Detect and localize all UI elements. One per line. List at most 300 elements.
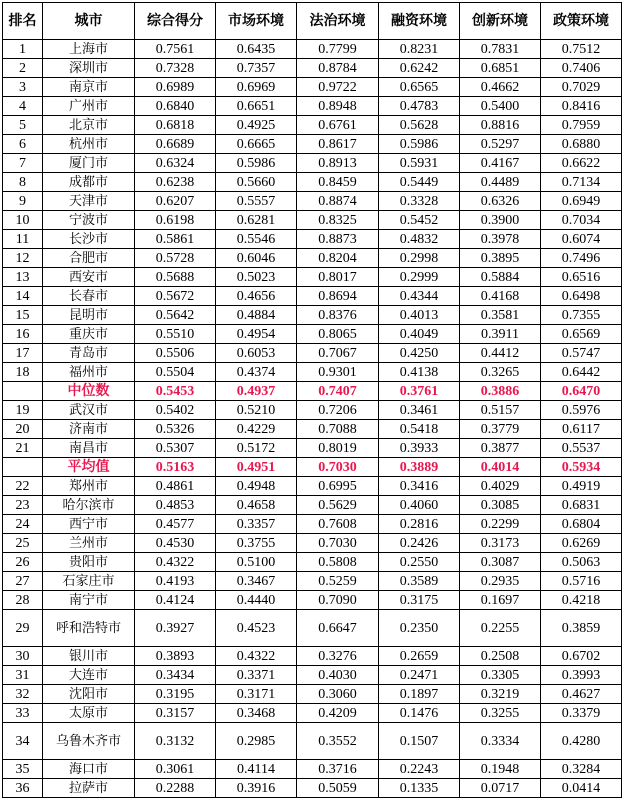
market-environment-cell: 0.4954	[216, 325, 297, 344]
innovation-environment-cell: 0.3087	[460, 553, 541, 572]
legal-environment-cell: 0.8948	[297, 97, 379, 116]
financing-environment-cell: 0.3761	[379, 382, 460, 401]
city-cell: 石家庄市	[43, 572, 135, 591]
financing-environment-cell: 0.4783	[379, 97, 460, 116]
city-cell: 乌鲁木齐市	[43, 723, 135, 760]
market-environment-cell: 0.6969	[216, 78, 297, 97]
legal-environment-cell: 0.5259	[297, 572, 379, 591]
composite-score-cell: 0.3195	[135, 685, 216, 704]
financing-environment-cell: 0.3416	[379, 477, 460, 496]
table-row	[3, 287, 622, 306]
legal-environment-cell: 0.5808	[297, 553, 379, 572]
composite-score-cell: 0.6989	[135, 78, 216, 97]
policy-environment-cell: 0.5063	[541, 553, 622, 572]
city-cell: 银川市	[43, 647, 135, 666]
composite-score-cell: 0.5672	[135, 287, 216, 306]
table-row	[3, 40, 622, 59]
policy-environment-cell: 0.7034	[541, 211, 622, 230]
composite-score-cell: 0.7328	[135, 59, 216, 78]
financing-environment-cell: 0.3328	[379, 192, 460, 211]
city-cell: 南宁市	[43, 591, 135, 610]
city-ranking-table	[2, 2, 622, 798]
policy-environment-cell: 0.5716	[541, 572, 622, 591]
market-environment-cell: 0.6435	[216, 40, 297, 59]
table-row	[3, 59, 622, 78]
policy-environment-cell: 0.3379	[541, 704, 622, 723]
legal-environment-cell: 0.8204	[297, 249, 379, 268]
market-environment-cell: 0.2985	[216, 723, 297, 760]
innovation-environment-cell: 0.3265	[460, 363, 541, 382]
legal-environment-cell: 0.4030	[297, 666, 379, 685]
legal-environment-cell: 0.5629	[297, 496, 379, 515]
rank-cell: 1	[3, 40, 43, 59]
financing-environment-cell: 0.5418	[379, 420, 460, 439]
financing-environment-cell: 0.2426	[379, 534, 460, 553]
composite-score-cell: 0.4853	[135, 496, 216, 515]
policy-environment-cell: 0.6470	[541, 382, 622, 401]
city-cell: 拉萨市	[43, 779, 135, 798]
innovation-environment-cell: 0.3305	[460, 666, 541, 685]
rank-cell: 9	[3, 192, 43, 211]
city-cell: 成都市	[43, 173, 135, 192]
rank-cell: 5	[3, 116, 43, 135]
financing-environment-cell: 0.8231	[379, 40, 460, 59]
legal-environment-cell: 0.7799	[297, 40, 379, 59]
policy-environment-cell: 0.3284	[541, 760, 622, 779]
legal-environment-cell: 0.8376	[297, 306, 379, 325]
table-row	[3, 268, 622, 287]
rank-cell: 35	[3, 760, 43, 779]
policy-environment-cell: 0.6804	[541, 515, 622, 534]
composite-score-cell: 0.5453	[135, 382, 216, 401]
rank-cell: 21	[3, 439, 43, 458]
table-row	[3, 211, 622, 230]
summary-row	[3, 458, 622, 477]
innovation-environment-cell: 0.0717	[460, 779, 541, 798]
table-row	[3, 154, 622, 173]
table-row	[3, 515, 622, 534]
market-environment-cell: 0.4114	[216, 760, 297, 779]
city-cell: 深圳市	[43, 59, 135, 78]
innovation-environment-cell: 0.5400	[460, 97, 541, 116]
market-environment-cell: 0.6665	[216, 135, 297, 154]
legal-environment-cell: 0.9722	[297, 78, 379, 97]
rank-cell: 12	[3, 249, 43, 268]
innovation-environment-cell: 0.4168	[460, 287, 541, 306]
rank-cell: 28	[3, 591, 43, 610]
city-cell: 太原市	[43, 704, 135, 723]
rank-cell: 32	[3, 685, 43, 704]
market-environment-cell: 0.3467	[216, 572, 297, 591]
table-row	[3, 779, 622, 798]
legal-environment-cell: 0.6761	[297, 116, 379, 135]
legal-environment-cell: 0.8325	[297, 211, 379, 230]
financing-environment-cell: 0.3175	[379, 591, 460, 610]
rank-cell: 30	[3, 647, 43, 666]
financing-environment-cell: 0.5628	[379, 116, 460, 135]
legal-environment-cell: 0.8065	[297, 325, 379, 344]
table-row	[3, 420, 622, 439]
financing-environment-cell: 0.2999	[379, 268, 460, 287]
innovation-environment-cell: 0.4412	[460, 344, 541, 363]
table-row	[3, 97, 622, 116]
innovation-environment-cell: 0.2508	[460, 647, 541, 666]
composite-score-cell: 0.5504	[135, 363, 216, 382]
innovation-environment-cell: 0.1948	[460, 760, 541, 779]
financing-environment-cell: 0.1507	[379, 723, 460, 760]
innovation-environment-cell: 0.4662	[460, 78, 541, 97]
rank-cell: 6	[3, 135, 43, 154]
innovation-environment-cell: 0.3886	[460, 382, 541, 401]
legal-environment-cell: 0.3552	[297, 723, 379, 760]
innovation-environment-cell: 0.3877	[460, 439, 541, 458]
policy-environment-cell: 0.0414	[541, 779, 622, 798]
table-row	[3, 325, 622, 344]
legal-environment-cell: 0.8913	[297, 154, 379, 173]
innovation-environment-cell: 0.2299	[460, 515, 541, 534]
market-environment-cell: 0.6046	[216, 249, 297, 268]
city-cell: 南昌市	[43, 439, 135, 458]
financing-environment-cell: 0.4832	[379, 230, 460, 249]
financing-environment-cell: 0.2350	[379, 610, 460, 647]
legal-environment-cell: 0.4209	[297, 704, 379, 723]
financing-environment-cell: 0.6242	[379, 59, 460, 78]
city-cell: 重庆市	[43, 325, 135, 344]
financing-environment-cell: 0.1897	[379, 685, 460, 704]
policy-environment-cell: 0.6880	[541, 135, 622, 154]
policy-environment-cell: 0.7134	[541, 173, 622, 192]
financing-environment-cell: 0.2998	[379, 249, 460, 268]
financing-environment-cell: 0.5452	[379, 211, 460, 230]
market-environment-cell: 0.6281	[216, 211, 297, 230]
composite-score-cell: 0.4861	[135, 477, 216, 496]
innovation-environment-cell: 0.4014	[460, 458, 541, 477]
market-environment-cell: 0.4658	[216, 496, 297, 515]
legal-environment-cell: 0.6647	[297, 610, 379, 647]
innovation-environment-cell: 0.8816	[460, 116, 541, 135]
financing-environment-cell: 0.2659	[379, 647, 460, 666]
header-financing-environment: 融资环境	[379, 3, 460, 40]
financing-environment-cell: 0.3933	[379, 439, 460, 458]
innovation-environment-cell: 0.3581	[460, 306, 541, 325]
innovation-environment-cell: 0.4489	[460, 173, 541, 192]
policy-environment-cell: 0.4218	[541, 591, 622, 610]
table-row	[3, 704, 622, 723]
legal-environment-cell: 0.7407	[297, 382, 379, 401]
innovation-environment-cell: 0.3255	[460, 704, 541, 723]
composite-score-cell: 0.5728	[135, 249, 216, 268]
legal-environment-cell: 0.8784	[297, 59, 379, 78]
city-cell: 兰州市	[43, 534, 135, 553]
rank-cell	[3, 382, 43, 401]
composite-score-cell: 0.6324	[135, 154, 216, 173]
policy-environment-cell: 0.7406	[541, 59, 622, 78]
city-cell: 平均值	[43, 458, 135, 477]
composite-score-cell: 0.6840	[135, 97, 216, 116]
composite-score-cell: 0.3434	[135, 666, 216, 685]
composite-score-cell: 0.6238	[135, 173, 216, 192]
innovation-environment-cell: 0.3978	[460, 230, 541, 249]
city-cell: 大连市	[43, 666, 135, 685]
table-row	[3, 173, 622, 192]
policy-environment-cell: 0.5747	[541, 344, 622, 363]
composite-score-cell: 0.5506	[135, 344, 216, 363]
rank-cell: 26	[3, 553, 43, 572]
innovation-environment-cell: 0.3173	[460, 534, 541, 553]
policy-environment-cell: 0.3993	[541, 666, 622, 685]
rank-cell: 31	[3, 666, 43, 685]
market-environment-cell: 0.3755	[216, 534, 297, 553]
composite-score-cell: 0.4322	[135, 553, 216, 572]
rank-cell: 27	[3, 572, 43, 591]
city-cell: 武汉市	[43, 401, 135, 420]
rank-cell: 22	[3, 477, 43, 496]
financing-environment-cell: 0.1335	[379, 779, 460, 798]
table-row	[3, 363, 622, 382]
innovation-environment-cell: 0.3900	[460, 211, 541, 230]
financing-environment-cell: 0.4250	[379, 344, 460, 363]
composite-score-cell: 0.7561	[135, 40, 216, 59]
city-cell: 上海市	[43, 40, 135, 59]
composite-score-cell: 0.5642	[135, 306, 216, 325]
table-row	[3, 192, 622, 211]
legal-environment-cell: 0.8017	[297, 268, 379, 287]
market-environment-cell: 0.4948	[216, 477, 297, 496]
header-row	[3, 3, 622, 40]
city-cell: 济南市	[43, 420, 135, 439]
market-environment-cell: 0.4656	[216, 287, 297, 306]
market-environment-cell: 0.5660	[216, 173, 297, 192]
header-market-environment: 市场环境	[216, 3, 297, 40]
rank-cell: 14	[3, 287, 43, 306]
city-cell: 贵阳市	[43, 553, 135, 572]
table-row	[3, 591, 622, 610]
innovation-environment-cell: 0.3085	[460, 496, 541, 515]
rank-cell: 23	[3, 496, 43, 515]
city-cell: 西安市	[43, 268, 135, 287]
financing-environment-cell: 0.5986	[379, 135, 460, 154]
legal-environment-cell: 0.5059	[297, 779, 379, 798]
composite-score-cell: 0.3927	[135, 610, 216, 647]
rank-cell: 36	[3, 779, 43, 798]
policy-environment-cell: 0.7496	[541, 249, 622, 268]
table-row	[3, 230, 622, 249]
city-cell: 呼和浩特市	[43, 610, 135, 647]
policy-environment-cell: 0.7355	[541, 306, 622, 325]
table-body	[3, 40, 622, 798]
market-environment-cell: 0.5986	[216, 154, 297, 173]
city-cell: 昆明市	[43, 306, 135, 325]
financing-environment-cell: 0.5449	[379, 173, 460, 192]
composite-score-cell: 0.5402	[135, 401, 216, 420]
innovation-environment-cell: 0.3895	[460, 249, 541, 268]
header-legal-environment: 法治环境	[297, 3, 379, 40]
table-row	[3, 760, 622, 779]
financing-environment-cell: 0.2550	[379, 553, 460, 572]
market-environment-cell: 0.4925	[216, 116, 297, 135]
rank-cell: 7	[3, 154, 43, 173]
rank-cell: 24	[3, 515, 43, 534]
city-cell: 海口市	[43, 760, 135, 779]
innovation-environment-cell: 0.1697	[460, 591, 541, 610]
legal-environment-cell: 0.8874	[297, 192, 379, 211]
table-row	[3, 610, 622, 647]
policy-environment-cell: 0.6269	[541, 534, 622, 553]
rank-cell: 8	[3, 173, 43, 192]
rank-cell: 2	[3, 59, 43, 78]
table-row	[3, 496, 622, 515]
composite-score-cell: 0.6207	[135, 192, 216, 211]
table-row	[3, 666, 622, 685]
market-environment-cell: 0.4322	[216, 647, 297, 666]
legal-environment-cell: 0.7088	[297, 420, 379, 439]
city-cell: 长沙市	[43, 230, 135, 249]
market-environment-cell: 0.4951	[216, 458, 297, 477]
city-cell: 南京市	[43, 78, 135, 97]
table-row	[3, 439, 622, 458]
composite-score-cell: 0.3061	[135, 760, 216, 779]
composite-score-cell: 0.3157	[135, 704, 216, 723]
header-innovation-environment: 创新环境	[460, 3, 541, 40]
policy-environment-cell: 0.8416	[541, 97, 622, 116]
policy-environment-cell: 0.4280	[541, 723, 622, 760]
market-environment-cell: 0.5100	[216, 553, 297, 572]
policy-environment-cell: 0.6117	[541, 420, 622, 439]
policy-environment-cell: 0.6442	[541, 363, 622, 382]
legal-environment-cell: 0.7067	[297, 344, 379, 363]
composite-score-cell: 0.6818	[135, 116, 216, 135]
market-environment-cell: 0.3357	[216, 515, 297, 534]
market-environment-cell: 0.5023	[216, 268, 297, 287]
composite-score-cell: 0.3132	[135, 723, 216, 760]
market-environment-cell: 0.4229	[216, 420, 297, 439]
city-cell: 中位数	[43, 382, 135, 401]
rank-cell: 29	[3, 610, 43, 647]
policy-environment-cell: 0.3859	[541, 610, 622, 647]
header-city: 城市	[43, 3, 135, 40]
innovation-environment-cell: 0.3779	[460, 420, 541, 439]
header-policy-environment: 政策环境	[541, 3, 622, 40]
legal-environment-cell: 0.3716	[297, 760, 379, 779]
policy-environment-cell: 0.6569	[541, 325, 622, 344]
legal-environment-cell: 0.8873	[297, 230, 379, 249]
city-cell: 青岛市	[43, 344, 135, 363]
city-cell: 郑州市	[43, 477, 135, 496]
legal-environment-cell: 0.7206	[297, 401, 379, 420]
rank-cell: 33	[3, 704, 43, 723]
policy-environment-cell: 0.6622	[541, 154, 622, 173]
policy-environment-cell: 0.6949	[541, 192, 622, 211]
innovation-environment-cell: 0.6326	[460, 192, 541, 211]
financing-environment-cell: 0.3461	[379, 401, 460, 420]
policy-environment-cell: 0.4627	[541, 685, 622, 704]
composite-score-cell: 0.5163	[135, 458, 216, 477]
financing-environment-cell: 0.3889	[379, 458, 460, 477]
table-row	[3, 685, 622, 704]
market-environment-cell: 0.4937	[216, 382, 297, 401]
city-cell: 合肥市	[43, 249, 135, 268]
innovation-environment-cell: 0.3911	[460, 325, 541, 344]
header-rank: 排名	[3, 3, 43, 40]
innovation-environment-cell: 0.3219	[460, 685, 541, 704]
innovation-environment-cell: 0.5297	[460, 135, 541, 154]
innovation-environment-cell: 0.7831	[460, 40, 541, 59]
market-environment-cell: 0.4884	[216, 306, 297, 325]
city-cell: 杭州市	[43, 135, 135, 154]
composite-score-cell: 0.3893	[135, 647, 216, 666]
composite-score-cell: 0.6689	[135, 135, 216, 154]
market-environment-cell: 0.5210	[216, 401, 297, 420]
market-environment-cell: 0.4440	[216, 591, 297, 610]
summary-row	[3, 382, 622, 401]
policy-environment-cell: 0.4919	[541, 477, 622, 496]
rank-cell: 16	[3, 325, 43, 344]
table-row	[3, 135, 622, 154]
legal-environment-cell: 0.7030	[297, 458, 379, 477]
financing-environment-cell: 0.4344	[379, 287, 460, 306]
legal-environment-cell: 0.3276	[297, 647, 379, 666]
composite-score-cell: 0.4577	[135, 515, 216, 534]
market-environment-cell: 0.3468	[216, 704, 297, 723]
legal-environment-cell: 0.8694	[297, 287, 379, 306]
table-row	[3, 572, 622, 591]
innovation-environment-cell: 0.4167	[460, 154, 541, 173]
table-row	[3, 723, 622, 760]
innovation-environment-cell: 0.3334	[460, 723, 541, 760]
legal-environment-cell: 0.7030	[297, 534, 379, 553]
legal-environment-cell: 0.8019	[297, 439, 379, 458]
rank-cell: 25	[3, 534, 43, 553]
innovation-environment-cell: 0.2255	[460, 610, 541, 647]
innovation-environment-cell: 0.2935	[460, 572, 541, 591]
legal-environment-cell: 0.8459	[297, 173, 379, 192]
city-cell: 哈尔滨市	[43, 496, 135, 515]
policy-environment-cell: 0.6498	[541, 287, 622, 306]
rank-cell: 20	[3, 420, 43, 439]
policy-environment-cell: 0.5976	[541, 401, 622, 420]
policy-environment-cell: 0.7029	[541, 78, 622, 97]
market-environment-cell: 0.6053	[216, 344, 297, 363]
policy-environment-cell: 0.7512	[541, 40, 622, 59]
financing-environment-cell: 0.4049	[379, 325, 460, 344]
rank-cell: 34	[3, 723, 43, 760]
city-cell: 北京市	[43, 116, 135, 135]
market-environment-cell: 0.5546	[216, 230, 297, 249]
composite-score-cell: 0.2288	[135, 779, 216, 798]
composite-score-cell: 0.6198	[135, 211, 216, 230]
legal-environment-cell: 0.6995	[297, 477, 379, 496]
rank-cell: 3	[3, 78, 43, 97]
header-composite-score: 综合得分	[135, 3, 216, 40]
legal-environment-cell: 0.7090	[297, 591, 379, 610]
table-row	[3, 344, 622, 363]
market-environment-cell: 0.6651	[216, 97, 297, 116]
policy-environment-cell: 0.7959	[541, 116, 622, 135]
legal-environment-cell: 0.9301	[297, 363, 379, 382]
rank-cell: 15	[3, 306, 43, 325]
city-cell: 福州市	[43, 363, 135, 382]
financing-environment-cell: 0.6565	[379, 78, 460, 97]
financing-environment-cell: 0.4060	[379, 496, 460, 515]
composite-score-cell: 0.5688	[135, 268, 216, 287]
composite-score-cell: 0.4124	[135, 591, 216, 610]
city-cell: 沈阳市	[43, 685, 135, 704]
legal-environment-cell: 0.8617	[297, 135, 379, 154]
innovation-environment-cell: 0.4029	[460, 477, 541, 496]
table-row	[3, 401, 622, 420]
market-environment-cell: 0.5172	[216, 439, 297, 458]
rank-cell: 19	[3, 401, 43, 420]
